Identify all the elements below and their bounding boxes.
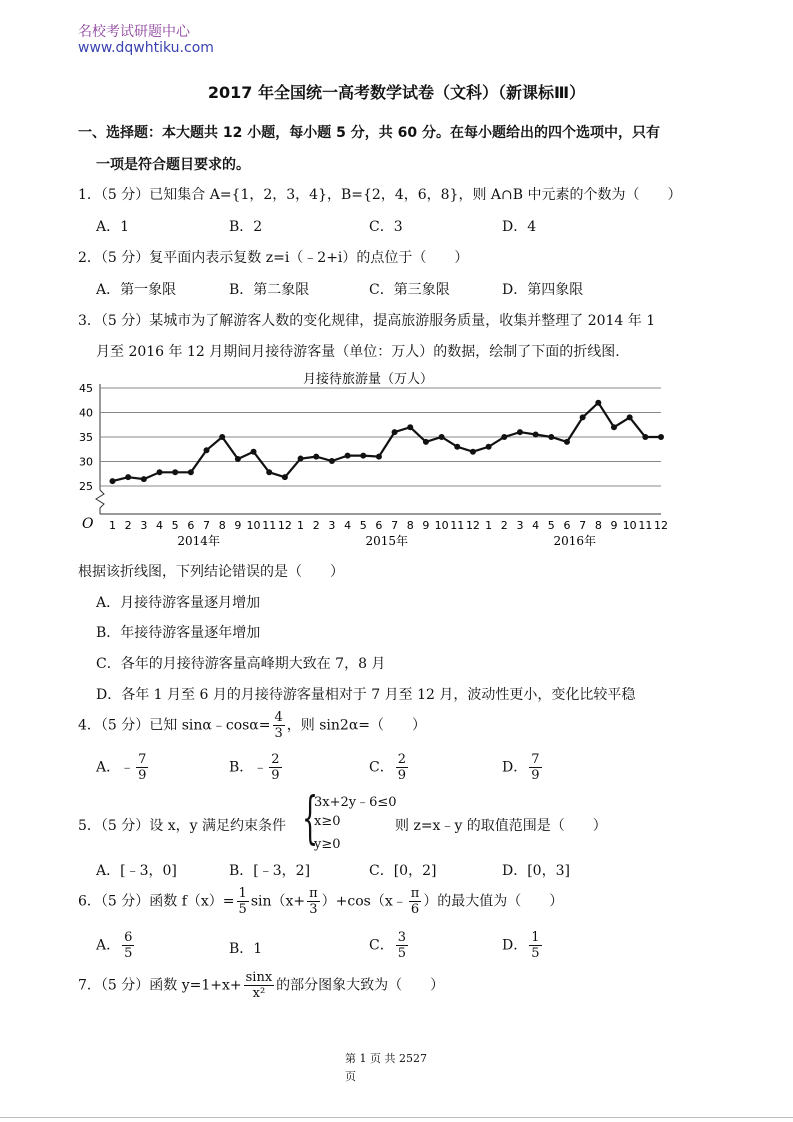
q4-option-b-sign: ﹣ [253,759,268,776]
data-point [157,469,163,475]
q6-option-c-num: 3 [397,930,406,945]
q6-option-a-num: 6 [124,930,133,945]
q6-mid2: ）+cos（x﹣ [321,893,407,910]
data-point [486,444,492,450]
series-line [113,403,662,481]
data-point [611,424,617,430]
q3-option-a: A．月接待游客量逐月增加 [96,595,261,611]
data-point [501,434,507,440]
data-point [313,454,319,460]
x-tick-label: 5 [359,519,367,532]
data-point [345,453,351,459]
q4-stem-pre: 4．（5 分）已知 sinα﹣cosα= [78,717,271,734]
q4-option-d-label: D． [502,759,528,776]
q2-stem: 2．（5 分）复平面内表示复数 z=i（﹣2+i）的点位于（ ） [78,250,469,266]
q6-option-d-label: D． [502,937,528,954]
axis-break-zigzag [96,490,104,514]
x-tick-label: 8 [406,519,414,532]
x-tick-label: 6 [187,519,195,532]
data-point [204,447,210,453]
q6-option-b [229,938,262,958]
x-tick-label: 10 [622,519,637,532]
q3-stem-line2: 月至 2016 年 12 月期间月接待游客量（单位：万人）的数据，绘制了下面的折线图. [96,344,620,360]
chart-title: 月接待旅游量（万人） [302,372,434,387]
q7-stem-pre: 7．（5 分）函数 y=1+x+ [78,977,242,994]
x-tick-label: 1 [297,519,305,532]
x-tick-label: 6 [375,519,383,532]
data-point [439,434,445,440]
q5-stem-post: 则 z=x﹣y 的取值范围是（ ） [395,818,607,834]
q4-option-b-num: 2 [271,752,280,767]
x-tick-label: 7 [579,519,587,532]
data-point [110,478,116,484]
q6-option-d [502,930,544,961]
q4-option-b [229,752,284,783]
x-tick-label: 3 [328,519,336,532]
q4-frac-den: 3 [274,726,283,741]
x-tick-label: 10 [246,519,261,532]
q3-stem-line1: 3．（5 分）某城市为了解游客人数的变化规律，提高旅游服务质量，收集并整理了 2014 年 1 [78,313,656,329]
q6-option-a-den: 5 [124,946,133,961]
footer-line2: 页 [345,1070,356,1083]
q4-option-a-fraction [136,752,148,783]
x-tick-label: 12 [654,519,668,532]
x-tick-label: 4 [156,519,164,532]
data-point [188,469,194,475]
q3-question: 根据该折线图，下列结论错误的是（ ） [78,564,344,580]
data-point [125,474,131,480]
q4-option-c-fraction [396,752,408,783]
q2-option-a: A．第一象限 [96,282,177,298]
q4-frac-num: 4 [274,710,283,725]
data-point [564,439,570,445]
data-point [627,414,633,420]
q6-frac3 [409,886,422,917]
q1-option-a: A．1 [96,219,130,235]
x-tick-label: 9 [234,519,242,532]
q5-constraint-system [302,786,397,857]
q3-option-b: B．年接待游客量逐年增加 [96,625,261,641]
data-point [548,434,554,440]
data-point [517,429,523,435]
q1-stem: 1．（5 分）已知集合 A={1，2，3，4}，B={2，4，6，8}，则 A∩B 中元素的个数为（ ） [78,187,682,203]
x-tick-label: 1 [485,519,493,532]
q7-stem [78,970,444,1001]
q7-frac-den: x² [252,986,266,1001]
q4-option-c-label: C． [369,759,394,776]
q6-option-a-label: A． [96,937,121,954]
y-tick-label: 30 [79,455,93,469]
footer-line1: 第 1 页 共 2527 [345,1052,427,1065]
year-label: 2014年 [177,534,220,548]
q4-option-b-label: B． [229,759,254,776]
q6-frac1-den: 5 [238,902,247,917]
data-point [329,458,335,464]
q5-constraint-2: x≥0 [314,814,341,829]
bottom-rule [0,1117,793,1118]
y-tick-label: 35 [79,431,93,444]
year-label: 2015年 [365,534,409,548]
q4-option-c-num: 2 [397,752,406,767]
q6-frac1 [237,886,249,917]
x-tick-label: 8 [218,519,226,532]
x-tick-label: 11 [450,519,465,532]
q2-option-b: B．第二象限 [229,282,310,298]
x-tick-label: 12 [465,519,480,532]
data-point [407,424,413,430]
q6-option-c-label: C． [369,937,394,954]
x-tick-label: 9 [610,519,618,532]
q5-option-a: A．[﹣3，0] [96,863,177,879]
data-point [360,453,366,459]
q6-option-c-fraction [396,930,408,961]
q6-option-c-den: 5 [397,946,406,961]
data-point [392,429,398,435]
q6-mid1: sin（x+ [250,893,306,910]
x-tick-label: 10 [434,519,449,532]
year-label: 2016年 [553,534,597,548]
x-tick-label: 4 [532,519,540,532]
q4-option-b-fraction [269,752,281,783]
q7-fraction [244,970,275,1001]
q6-option-d-fraction [529,930,541,961]
data-point [470,449,476,455]
q4-option-a-sign: ﹣ [120,759,135,776]
q6-frac2-num: π [309,886,318,901]
q4-option-d-fraction [529,752,541,783]
data-point [235,456,241,462]
q1-option-c: C．3 [369,219,403,235]
y-tick-label: 25 [79,480,93,493]
data-point [141,476,147,482]
q5-option-b: B．[﹣3，2] [229,863,311,879]
data-point [595,400,601,406]
q4-option-d [502,752,544,783]
q4-option-c-den: 9 [397,768,406,783]
exam-title: 2017 年全国统一高考数学试卷（文科）（新课标Ⅲ） [207,83,586,102]
q6-frac2-den: 3 [309,902,318,917]
q4-option-d-den: 9 [531,768,540,783]
q4-option-a-num: 7 [138,752,147,767]
x-tick-label: 1 [109,519,116,532]
watermark-name: 名校考试研题中心 [78,24,190,40]
x-tick-label: 4 [344,519,352,532]
q5-stem-pre: 5．（5 分）设 x，y 满足约束条件 [78,818,286,834]
section1-heading-line1: 一、选择题：本大题共 12 小题，每小题 5 分，共 60 分。在每小题给出的四个选项中，只有 [78,125,660,141]
x-tick-label: 9 [422,519,430,532]
q6-option-d-num: 1 [531,930,540,945]
line-chart [78,366,678,552]
x-tick-label: 11 [262,519,277,532]
x-tick-label: 5 [547,519,555,532]
x-tick-label: 11 [638,519,653,532]
x-tick-label: 6 [563,519,571,532]
data-point [423,439,429,445]
q4-option-a [96,752,150,783]
q6-option-a-fraction [122,930,134,961]
section1-heading-line2: 一项是符合题目要求的。 [96,157,250,173]
q4-option-d-num: 7 [531,752,540,767]
q2-option-c: C．第三象限 [369,282,450,298]
q5-constraint-1: 3x+2y﹣6≤0 [314,795,397,810]
line-chart-svg [78,366,678,552]
q6-option-c [369,930,410,961]
x-tick-label: 7 [391,519,399,532]
x-tick-label: 3 [516,519,524,532]
q6-stem-pre: 6．（5 分）函数 f（x）= [78,893,235,910]
q3-option-d: D．各年 1 月至 6 月的月接待游客量相对于 7 月至 12 月，波动性更小，变化比较平稳 [96,687,636,703]
q6-option-b-label: B． [229,941,254,957]
y-tick-label: 40 [79,406,93,420]
data-point [454,444,460,450]
q6-frac2 [307,886,320,917]
data-point [642,434,648,440]
q4-option-a-den: 9 [138,768,147,783]
x-tick-label: 5 [171,519,179,532]
data-point [658,434,664,440]
q3-option-c: C．各年的月接待游客量高峰期大致在 7，8 月 [96,656,386,672]
data-point [219,434,225,440]
q6-frac3-num: π [410,886,420,901]
q1-option-d: D．4 [502,219,537,235]
x-tick-label: 3 [140,519,148,532]
x-tick-label: 8 [594,519,602,532]
data-point [172,469,178,475]
q5-constraint-3: y≥0 [314,837,341,852]
q5-brace: { [302,786,319,851]
q6-option-b-value: 1 [253,941,263,957]
q6-option-d-den: 5 [531,946,540,961]
q4-stem [78,710,426,741]
q7-frac-num: sinx [245,970,273,985]
q6-frac1-num: 1 [238,886,247,901]
x-tick-label: 2 [124,519,132,532]
q4-stem-post: ，则 sin2α=（ ） [286,717,427,734]
q4-fraction [273,710,285,741]
q5-option-c: C．[0，2] [369,863,437,879]
q6-option-a [96,930,136,961]
data-point [298,456,304,462]
x-tick-label: 12 [277,519,292,532]
data-point [282,474,288,480]
q4-option-c [369,752,410,783]
q6-frac3-den: 6 [410,902,420,917]
q1-option-b: B．2 [229,219,263,235]
q2-option-d: D．第四象限 [502,282,584,298]
x-tick-label: 2 [312,519,320,532]
data-point [376,454,382,460]
q4-option-b-den: 9 [271,768,280,783]
data-point [580,414,586,420]
data-point [533,432,539,438]
y-tick-label: 45 [79,382,93,395]
q6-stem [78,886,563,917]
q4-option-a-label: A． [96,759,121,776]
x-tick-label: 2 [500,519,508,532]
q5-option-d: D．[0，3] [502,863,570,879]
chart-origin-label: O [82,516,94,532]
x-tick-label: 7 [203,519,211,532]
watermark-url[interactable]: www.dqwhtiku.com [78,40,214,56]
data-point [266,469,272,475]
data-point [251,449,257,455]
q6-stem-post: ）的最大值为（ ） [423,893,564,910]
q7-stem-post: 的部分图象大致为（ ） [276,977,445,994]
page-footer [345,1050,427,1086]
